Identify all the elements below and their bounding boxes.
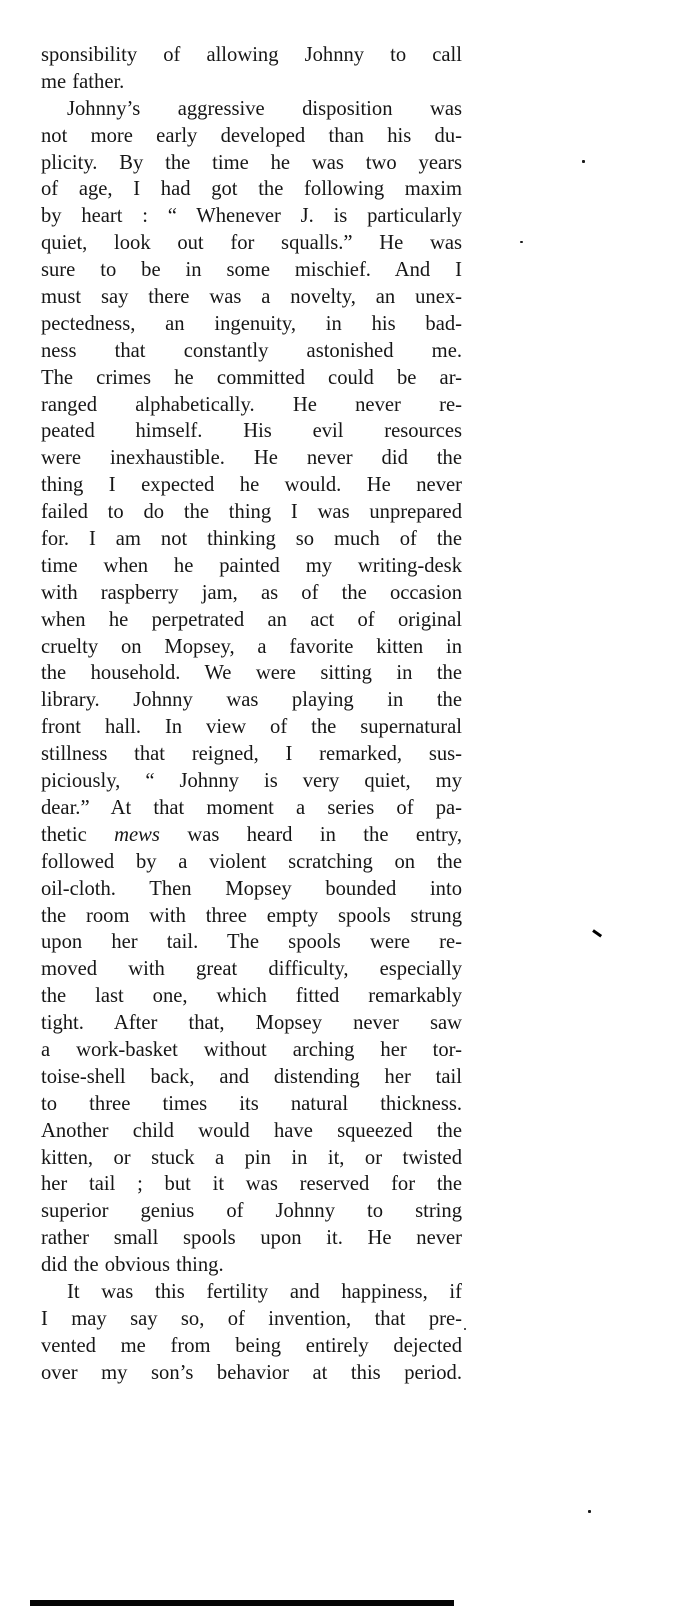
text-line: rather small spools upon it. He never bbox=[41, 1227, 462, 1250]
text-line: sponsibility of allowing Johnny to call bbox=[41, 44, 462, 66]
text-line: failed to do the thing I was unprepared bbox=[41, 501, 462, 524]
text-line: with raspberry jam, as of the occasion bbox=[41, 581, 462, 604]
text-line: over my son’s behavior at this period. bbox=[41, 1361, 462, 1384]
text-line: when he perpetrated an act of original bbox=[41, 608, 462, 631]
text-line: stillness that reigned, I remarked, sus- bbox=[41, 743, 462, 766]
ink-speck bbox=[464, 1328, 466, 1330]
text-line: the room with three empty spools strung bbox=[41, 904, 462, 927]
text-line: tight. After that, Mopsey never saw bbox=[41, 1012, 462, 1035]
text-line: ranged alphabetically. He never re- bbox=[41, 393, 462, 416]
text-line: thetic mews was heard in the entry, bbox=[41, 823, 462, 846]
text-line: quiet, look out for squalls.” He was bbox=[41, 232, 462, 255]
text-line: pectedness, an ingenuity, in his bad- bbox=[41, 312, 462, 335]
text-line: kitten, or stuck a pin in it, or twisted bbox=[41, 1146, 462, 1169]
text-line: cruelty on Mopsey, a favorite kitten in bbox=[41, 635, 462, 658]
text-line: I may say so, of invention, that pre- bbox=[41, 1307, 462, 1330]
text-line: of age, I had got the following maxim bbox=[41, 178, 462, 201]
text-line: It was this fertility and happiness, if bbox=[67, 1280, 462, 1303]
text-line: her tail ; but it was reserved for the bbox=[41, 1173, 462, 1196]
text-line: Another child would have squeezed the bbox=[41, 1119, 462, 1142]
text-line: for. I am not thinking so much of the bbox=[41, 528, 462, 551]
text-line: front hall. In view of the supernatural bbox=[41, 716, 462, 739]
text-line: time when he painted my writing-desk bbox=[41, 554, 462, 577]
text-line: dear.” At that moment a series of pa- bbox=[41, 796, 462, 819]
text-column bbox=[41, 42, 462, 1387]
text-line: moved with great difficulty, especially bbox=[41, 958, 462, 981]
margin-tick-mark bbox=[592, 929, 602, 937]
text-line: The crimes he committed could be ar- bbox=[41, 366, 462, 389]
text-line: must say there was a novelty, an unex- bbox=[41, 286, 462, 309]
text-line: to three times its natural thickness. bbox=[41, 1092, 462, 1115]
text-line: upon her tail. The spools were re- bbox=[41, 931, 462, 954]
text-line: by heart : “ Whenever J. is particularly bbox=[41, 205, 462, 228]
text-line: piciously, “ Johnny is very quiet, my bbox=[41, 770, 462, 793]
scan-edge-artifact-bar bbox=[30, 1600, 454, 1606]
text-line: thing I expected he would. He never bbox=[41, 474, 462, 497]
text-line: a work-basket without arching her tor- bbox=[41, 1038, 462, 1061]
text-line: sure to be in some mischief. And I bbox=[41, 259, 462, 282]
text-line: superior genius of Johnny to string bbox=[41, 1200, 462, 1223]
text-line: Johnny’s aggressive disposition was bbox=[67, 97, 462, 120]
text-line: toise-shell back, and distending her tail bbox=[41, 1065, 462, 1088]
text-line: not more early developed than his du- bbox=[41, 124, 462, 147]
text-line: me father. bbox=[41, 70, 125, 93]
text-line: vented me from being entirely dejected bbox=[41, 1334, 462, 1357]
text-line: plicity. By the time he was two years bbox=[41, 151, 462, 174]
text-line: were inexhaustible. He never did the bbox=[41, 447, 462, 470]
text-line: peated himself. His evil resources bbox=[41, 420, 462, 443]
ink-speck bbox=[582, 160, 585, 163]
text-line: the household. We were sitting in the bbox=[41, 662, 462, 685]
text-line: oil-cloth. Then Mopsey bounded into bbox=[41, 877, 462, 900]
text-line: library. Johnny was playing in the bbox=[41, 689, 462, 712]
text-line: followed by a violent scratching on the bbox=[41, 850, 462, 873]
text-line: did the obvious thing. bbox=[41, 1254, 224, 1277]
ink-speck bbox=[588, 1510, 591, 1513]
ink-speck bbox=[520, 241, 523, 243]
text-line: ness that constantly astonished me. bbox=[41, 339, 462, 362]
text-line: the last one, which fitted remarkably bbox=[41, 985, 462, 1008]
